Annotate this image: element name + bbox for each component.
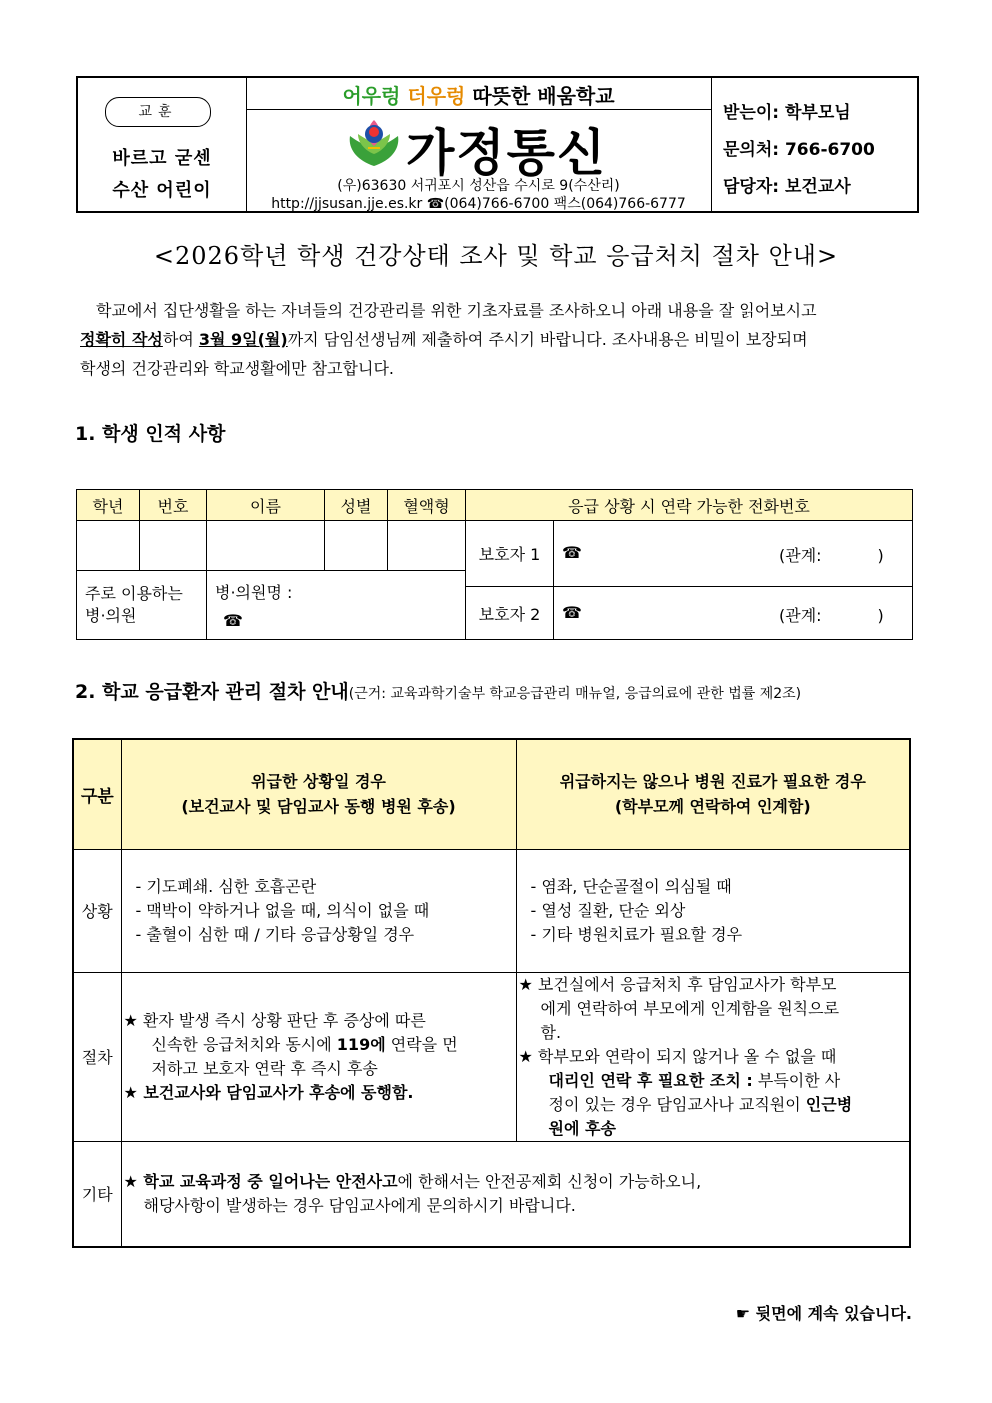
procedure-urgent: ★ 환자 발생 즉시 상황 판단 후 증상에 따른 신속한 응급처치와 동시에 119에 연락을 먼 저하고 보호자 연락 후 즉시 후송 ★ 보건교사와 담임교사가 후송에 동행함. xyxy=(121,972,516,1141)
phone-icon: ☎ xyxy=(562,543,582,562)
clinic-label: 주로 이용하는 병·의원 xyxy=(77,571,207,640)
procedure-non-urgent: ★ 보건실에서 응급처치 후 담임교사가 학부모 에게 연락하여 부모에게 인계함을 원칙으로 함. ★ 학부모와 연락이 되지 않거나 올 수 없을 때 대리인 연락 후 필요한 조치 : 부득이한 사 정이 있는 경우 담임교사나 교직원이 인근병 원에 후송 xyxy=(516,972,910,1141)
situation-non-urgent: - 염좌, 단순골절이 의심될 때 - 열성 질환, 단순 외상 - 기타 병원치료가 필요할 경우 xyxy=(516,849,910,972)
header-blood-type: 혈액형 xyxy=(388,490,466,521)
document-title: <2026학년 학생 건강상태 조사 및 학교 응급처치 절차 안내> xyxy=(153,242,839,270)
legal-basis: (근거: 교육과학기술부 학교응급관리 매뉴얼, 응급의료에 관한 법률 제2조) xyxy=(348,686,802,702)
motto-line-2: 수산 어린이 xyxy=(112,180,212,201)
school-emblem-icon xyxy=(346,114,402,170)
guardian-2-phone-field[interactable] xyxy=(554,587,913,640)
continued-note: ☛ 뒷면에 계속 있습니다. xyxy=(735,1304,912,1323)
student-info-table xyxy=(76,489,913,640)
header-number: 번호 xyxy=(140,490,207,521)
gender-field[interactable] xyxy=(325,521,388,571)
blood-type-field[interactable] xyxy=(388,521,466,571)
number-field[interactable] xyxy=(140,521,207,571)
intro-paragraph: 학교에서 집단생활을 하는 자녀들의 건강관리를 위한 기초자료를 조사하오니 아래 내용을 잘 읽어보시고 정확히 작성하여 3월 9일(월)까지 담임선생님께 제출하여 주시기 바랍니다. 조사내용은 비밀이 보장되며 학생의 건강관리와 학교생활에만 참고합니다. xyxy=(80,301,817,378)
row-procedure: 절차 xyxy=(73,972,121,1141)
relation-label: (관계: ) xyxy=(779,546,884,565)
due-date: 3월 9일(월) xyxy=(198,330,288,349)
column-category: 구분 xyxy=(73,739,121,849)
letterhead xyxy=(76,76,919,213)
masthead-cell xyxy=(246,78,712,211)
phone-icon: ☎ xyxy=(562,603,582,622)
inquiry-phone: 문의처: 766-6700 xyxy=(723,140,875,160)
row-situation: 상황 xyxy=(73,849,121,972)
school-slogan: 어우렁 더우렁 따뜻한 배움학교 xyxy=(342,84,615,108)
school-address: (우)63630 서귀포시 성산읍 수시로 9(수산리) xyxy=(337,178,620,194)
phone-icon: ☎ xyxy=(223,611,243,630)
school-motto-cell xyxy=(78,78,247,211)
header-emergency-phone: 응급 상황 시 연락 가능한 전화번호 xyxy=(466,490,913,521)
info-cell xyxy=(711,78,917,211)
recipient: 받는이: 학부모님 xyxy=(723,103,851,123)
name-field[interactable] xyxy=(207,521,325,571)
emergency-procedure-table xyxy=(72,738,911,1248)
guardian-1-label: 보호자 1 xyxy=(466,521,554,587)
relation-label: (관계: ) xyxy=(779,606,884,625)
guardian-1-phone-field[interactable] xyxy=(554,521,913,587)
header-grade: 학년 xyxy=(77,490,140,521)
school-contact: http://jjsusan.jje.es.kr ☎(064)766-6700 팩스(064)766-6777 xyxy=(271,196,686,212)
column-urgent: 위급한 상황일 경우 (보건교사 및 담임교사 동행 병원 후송) xyxy=(121,739,516,849)
header-name: 이름 xyxy=(207,490,325,521)
situation-urgent: - 기도폐쇄. 심한 호흡곤란 - 맥박이 약하거나 없을 때, 의식이 없을 때 - 출혈이 심한 때 / 기타 응급상황일 경우 xyxy=(121,849,516,972)
guardian-2-label: 보호자 2 xyxy=(466,587,554,640)
motto-label: 교훈 xyxy=(105,97,211,127)
section-1-title: 1. 학생 인적 사항 xyxy=(75,423,226,445)
newsletter-title: 가정통신 xyxy=(406,124,608,182)
clinic-field[interactable]: 병·의원명 : ☎ xyxy=(207,571,466,640)
other-note: ★ 학교 교육과정 중 일어나는 안전사고에 한해서는 안전공제회 신청이 가능하오니, 해당사항이 발생하는 경우 담임교사에게 문의하시기 바랍니다. xyxy=(121,1141,910,1247)
accurate-emphasis: 정확히 작성 xyxy=(80,330,163,349)
motto-line-1: 바르고 굳센 xyxy=(112,148,212,169)
header-gender: 성별 xyxy=(325,490,388,521)
staff-in-charge: 담당자: 보건교사 xyxy=(723,177,851,197)
grade-field[interactable] xyxy=(77,521,140,571)
section-2-title: 2. 학교 응급환자 관리 절차 안내(근거: 교육과학기술부 학교응급관리 매뉴얼, 응급의료에 관한 법률 제2조) xyxy=(75,681,802,703)
column-non-urgent: 위급하지는 않으나 병원 진료가 필요한 경우 (학부모께 연락하여 인계함) xyxy=(516,739,910,849)
row-other: 기타 xyxy=(73,1141,121,1247)
